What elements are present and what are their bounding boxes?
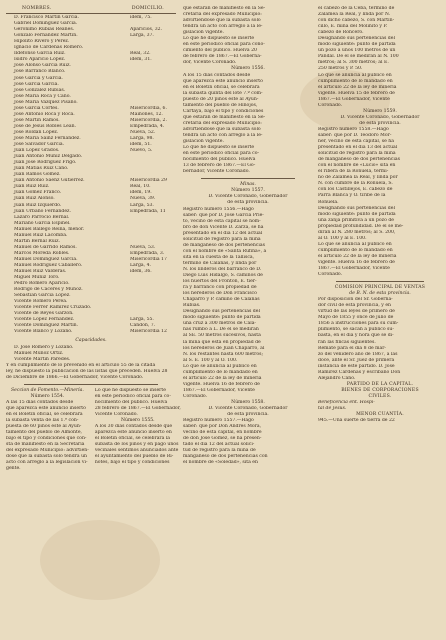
text-line: saber: que por Don Andrés Mora, <box>183 424 262 430</box>
roster-name: Juan Ruiz Izquierdo. <box>14 202 62 208</box>
roster-name: Manuel Dominguez García. <box>14 256 78 262</box>
roster-name: Juan Antonio Muñiz Delgado. <box>14 154 83 160</box>
text-line: no de Zalamea la Real, y linda por <box>318 175 398 181</box>
text-line: que estarán de manifiesto en la Se- <box>183 114 266 120</box>
text-line: al SE. 50 metros sucesivos, hasta <box>183 333 261 339</box>
notice-text <box>95 424 181 466</box>
text-line: cabezo de Roncero. <box>318 30 364 36</box>
text-line: cumplimiento de lo mandado en <box>318 78 393 84</box>
roster-name: Manuel Ruiz Valderas. <box>14 269 67 275</box>
roster-name: Rodrigo de Cáceres y Muñoz. <box>14 287 83 293</box>
text-line: vigente. Huelva 16 de febrero de <box>318 259 395 265</box>
text-line: Diego Luis Hidalgo, S. caminos de <box>183 273 263 279</box>
roster-name: Ildefonso García Ruiz. <box>14 51 66 57</box>
text-line: advirtiéndose que la subasta solo <box>183 18 261 24</box>
notice-number: Número 1554. <box>30 393 65 399</box>
text-line: Ronuela. <box>318 199 339 205</box>
text-line: término de Calañas, y linda por <box>183 260 257 266</box>
text-line: con el nombre de «Santa Rufina», a <box>183 248 267 254</box>
text-line: Pandal. De él se medirán al N. 100 <box>318 54 399 60</box>
roster-domicile: Larga, 55. <box>130 317 154 323</box>
text-line: que aparezca este anuncio inserto <box>183 78 263 84</box>
notice-number: Número 1555. <box>121 418 155 424</box>
text-line: una zanja primitiva á un pozo de <box>318 217 394 223</box>
roster-domicile: Larga, 53. <box>130 202 154 208</box>
roster-name: Pedro Romero Aparicio. <box>14 281 70 287</box>
bienes-title: BIENES DE CORPORACIONES <box>341 387 419 393</box>
divider <box>201 178 295 179</box>
roster-domicile: Real, 10. <box>130 184 151 190</box>
text-line: Vicente Martín Paredes. <box>14 356 71 362</box>
text-line: to, vecino de esta capital se nom- <box>183 218 261 224</box>
text-line: dor, Vicente Coronado. <box>183 60 237 66</box>
text-line: zo del venidero año de 1867, a las <box>318 351 398 357</box>
roster-header <box>6 6 176 14</box>
menor-title: MENOR CUANTÍA. <box>356 412 404 418</box>
text-line: 13 de febrero de 1867.—El Go- <box>183 163 256 169</box>
text-line: Registro número 1556.—Hago <box>183 206 254 212</box>
roster-name: Juan Antonio Sáenz Gutierrez. <box>14 178 85 184</box>
roster-domicile: ídem, 36. <box>130 269 152 275</box>
text-line: Manuel Muñoz Ortiz. <box>14 350 64 356</box>
text-line: tud de registro para la mina de <box>183 448 256 454</box>
roster-name: Manuel Ballego Reina, menor. <box>14 226 85 232</box>
roster-name: D. Francisco Martín García. <box>14 15 79 21</box>
text-line: puesta de 60 pinos este al Ayun- <box>6 424 82 430</box>
text-line: de esta provincia. <box>227 412 269 418</box>
roster-domicile: Empedrada, 4. <box>130 123 165 129</box>
text-line: en el Boletin oficial, se celebrará <box>183 84 260 90</box>
text-line: puesto de 20 pinos este al Ayun- <box>183 96 259 102</box>
roster-domicile: Aparicios, 32. <box>130 27 163 33</box>
roster-name: Manuel de Garrido Ramos. <box>14 244 77 250</box>
roster-name: Juan José Rodríguez Frigo. <box>14 160 77 166</box>
text-line: cumplimiento de lo mandado en <box>318 247 393 253</box>
roster-name: José Martín Ramos. <box>14 117 60 123</box>
text-line: Lo que he dispuesto se inserte <box>183 36 255 42</box>
roster-row <box>6 329 176 335</box>
text-line: tado el día 12 del actual solici- <box>183 442 255 448</box>
roster-domicile: Nueva, 52. <box>130 129 156 135</box>
roster-name: Vicente Ferrer Ramirez Cruzado. <box>14 305 92 311</box>
text-line: D. Vicente Coronado, Gobernador <box>340 114 420 120</box>
names-header: NOMBRES. <box>22 6 52 11</box>
text-line: Zalamea la Real, y linda por N. <box>318 12 391 18</box>
roster-name: José Barranco Blanco. <box>14 69 66 75</box>
roster-name: Ignacio de Cárdenas Romero. <box>14 45 84 51</box>
roster-name: José María Vazquez Pisano. <box>14 99 78 105</box>
text-line: al O. 100 y al E. 100. <box>318 235 367 241</box>
roster-domicile: Misericordia 12 <box>130 329 167 335</box>
roster-name: Vicente de Reyes Garzon. <box>14 311 74 317</box>
text-line: tendrá un acto con arreglo á la le- <box>183 132 263 138</box>
text-line: Y en cumplimiento de lo prevenido en el artículo 55 de la citada <box>6 362 156 368</box>
text-line: de don José Gómez, se ha presen- <box>183 436 262 442</box>
text-line: Designando sus pertenencias del <box>318 36 395 42</box>
roster-name: José Alonso García Ruiz. <box>14 63 71 69</box>
roster-name: José García y García. <box>14 75 63 81</box>
text-line: saber: que por D. Teodoro Mor- <box>318 132 392 138</box>
text-line: modo siguiente: punto de partida <box>318 211 396 217</box>
text-line: ñas rumbo á L. De él se medirán <box>183 327 259 333</box>
text-line: de manganeso de dos pertenencias <box>183 242 265 248</box>
text-line: presentado en el día 13 del actual <box>318 145 398 151</box>
text-line: dirán al N. 280 metros; al S. 200, <box>318 229 396 235</box>
text-line: Designando sus pertenencias del <box>183 309 260 315</box>
notice-text <box>318 127 442 278</box>
notice-number: Número 1556. <box>231 66 265 72</box>
text-line: Remate para el día 8 de mar- <box>318 345 386 351</box>
text-line: vecino de esta capital, en nombre <box>183 430 262 436</box>
roster-name: Juan Gómez Franco. <box>14 190 62 196</box>
text-line: Mayo de 1855 y once de julio de <box>318 315 394 321</box>
text-line: N. con cumbre de la Ronuela, S. <box>318 181 393 187</box>
text-line: Coronado. <box>183 393 208 399</box>
mining-column <box>183 6 313 467</box>
text-line: la subasta venta de las 1.ª con- <box>6 418 79 424</box>
roster-name: José María Sáinz Fernandez. <box>14 135 81 141</box>
text-line: en este periódico oficial para co- <box>183 151 260 157</box>
notice-text <box>183 418 313 466</box>
text-line: Parra Blanca y O. tiribe de la <box>318 193 386 199</box>
text-line: propiedad profundidad. De él se me- <box>318 223 404 229</box>
roster-domicile: Larga, 98. <box>130 135 154 141</box>
text-line: de febrero de 1867.—El Goberna- <box>183 54 262 60</box>
text-line: metros; al S. 300 metros; al E. <box>318 60 389 66</box>
roster-name: Gerónimo Rubias Reanes. <box>14 27 75 33</box>
text-line: sita en la cuesta de la Tallisca, <box>183 254 255 260</box>
text-line: vecinales sentimos anunciados ante <box>94 448 179 454</box>
notice-number: Número 1559. <box>363 108 397 114</box>
text-line: del expresado Municipio: advirtién- <box>6 448 89 454</box>
notice-1555 <box>95 388 181 473</box>
text-line: un pozo á unos 100 metros de un <box>318 48 396 54</box>
text-line: Registro número 1558.—Hago <box>318 126 389 132</box>
roster-name: José García García. <box>14 81 59 87</box>
text-line: ner, vecino de esta capital, se ha <box>318 139 394 145</box>
roster-name: José de Jesus Robles Lean. <box>14 123 77 129</box>
divider <box>24 384 158 385</box>
text-line: D. Vicente Coronado, Gobernador <box>208 406 288 412</box>
capacidades-title: Capacidades. <box>75 337 107 343</box>
text-line: dose que la subasta solo tendrá un <box>6 454 87 460</box>
roster-name: Juan Urbano Fernandez. <box>14 208 71 214</box>
text-line: Por disposicion del Sr. Goberna- <box>318 297 393 303</box>
sales-column <box>318 6 442 424</box>
roster-name: Vicente Dominguez Martín. <box>14 323 79 329</box>
roster-name: Juan Matías Ruiz Cano. <box>14 166 69 172</box>
notice-text <box>318 418 442 424</box>
text-line: de esta provincia. <box>227 200 269 206</box>
text-line: tamiento del pueblo de Almonte, <box>6 430 83 436</box>
text-line: Ramírez Cárdenas y escribano Don <box>318 369 401 375</box>
roster-domicile: Nueva, 53. <box>130 244 156 250</box>
text-line: A los 30 dias contados desde que <box>94 424 173 430</box>
text-line: N. los restantes hasta 600 metros; <box>183 351 264 357</box>
text-line: bró de don Vicente D. Zarza, se ha <box>183 224 264 230</box>
text-line: el ayuntamiento del pueblo de Ri- <box>94 454 174 460</box>
text-line: vigente. Huelva 16 de febrero de <box>183 381 260 387</box>
notice-text <box>183 73 313 176</box>
notice-text <box>318 6 442 109</box>
fomento-title: Seccion de Fomento.—Minería. <box>11 387 84 393</box>
text-line: con los Castillejos, E. cabezo de <box>318 187 393 193</box>
notice-text <box>95 388 181 418</box>
text-line: manganeso de dos pertenencias con <box>183 454 268 460</box>
text-line: 1867.—El Gobernador, Vicente <box>183 387 255 393</box>
party-title: PARTIDO DE LA CAPITAL. <box>346 381 414 387</box>
text-line: cumplimiento de lo mandado en <box>183 369 258 375</box>
text-line: ra y barranco con propiedad de <box>183 285 257 291</box>
roster-name: Manuel Ruiz Lacomba. <box>14 232 68 238</box>
text-line: que estarán de manifiesto en la Se- <box>183 6 266 11</box>
roster-name: Gonzalo Fernandez Martín. <box>14 33 78 39</box>
text-line: 1867.—El Gobernador, Vicente <box>318 266 390 272</box>
text-line: 1856 á instrucciones para su cum- <box>318 321 399 327</box>
text-line: Chaparro y P. camino de Calañas <box>183 297 260 303</box>
notice-text <box>183 207 313 401</box>
roster-domicile: Misericordia, 2. <box>130 117 167 123</box>
roster-name: Vicente Blanco y Lozano. <box>14 329 73 335</box>
roster-name: Juan Ruiz Alonso. <box>14 196 55 202</box>
text-line: tendrá un acto con arreglo á la le- <box>183 24 263 30</box>
roster-name: Juan Ramos Gómez. <box>14 172 61 178</box>
text-line: sta de manifiesto en la Secretaría <box>6 442 85 448</box>
roster-name: José Antonio Roca y Roca. <box>14 111 75 117</box>
roster-name: Lázaro Parrocio Bernal. <box>14 214 70 220</box>
governor-heading <box>318 115 442 127</box>
text-line: N. los linderos del barranco de D. <box>183 266 262 272</box>
roster-name: Marcos Moreda Robles. <box>14 250 70 256</box>
roster-domicile: Misericordia 29 <box>130 178 167 184</box>
roster-name: José María Roca y Cano. <box>14 93 71 99</box>
text-line: con el nombre de «Lucio» sita en <box>318 163 396 169</box>
text-line: tal de Jesús. <box>318 406 347 412</box>
text-line: Beneficencia ent. Hospi- <box>318 400 375 405</box>
commission-title: COMISION PRINCIPAL DE VENTAS <box>334 285 426 291</box>
text-line: 1867.—El Gobernador, Vicente <box>318 96 390 102</box>
text-line: con dicho cabezo, S. con Martin- <box>318 18 395 24</box>
bottom-left-notices <box>6 387 181 473</box>
text-line: el artículo 22 de la ley de minería <box>318 84 397 90</box>
text-line: notes, bajo el tipo y condiciones <box>94 460 170 466</box>
text-line: Lo que he dispuesto se inserte <box>94 387 166 393</box>
roster-name: Mariano García Espinel. <box>14 220 71 226</box>
text-line: ley, he dispuesto la publicacion de las listas que preceden. Huelva 28 <box>6 368 168 374</box>
text-line: A los 15 dias contados desde <box>183 72 251 78</box>
text-line: nocimiento del público. Huelva <box>94 399 168 405</box>
roster-domicile: ídem, 19. <box>130 190 152 196</box>
text-line: basta, en el día y hora que se di- <box>318 333 394 339</box>
notice-text <box>318 400 442 412</box>
text-line: doce, ante el Sr. Juez de primera <box>318 357 395 363</box>
roster-domicile: Nueva, 39. <box>130 196 156 202</box>
roster-name: José García Cortés. <box>14 105 59 111</box>
roster-name: Vicente Romero Perea. <box>14 299 68 305</box>
notice-text <box>183 6 313 66</box>
text-line: tamiento del pueblo de Hinojos, <box>183 102 258 108</box>
roster-column <box>6 6 181 473</box>
roster-name: José González Rubias. <box>14 87 66 93</box>
notice-text <box>6 400 89 473</box>
roster-name: José Salvador García. <box>14 142 65 148</box>
text-line: el Boletin oficial, se celebrará la <box>94 436 171 442</box>
text-line: la mina que está en propiedad de <box>183 339 261 345</box>
text-line: subasta de los pinos y en pago unos <box>94 442 179 448</box>
text-line: D. Vicente Coronado, Gobernador <box>208 194 288 200</box>
roster-domicile: ídem, 51. <box>130 142 152 148</box>
paper-stain <box>40 520 160 600</box>
text-line: Cartaya, bajo el tipo y condiciones <box>183 108 264 114</box>
text-line: gislacion vigente. <box>183 139 224 145</box>
roster-domicile: Misericordia 17 <box>130 256 167 262</box>
text-line: cimiento del público. Huelva 20 <box>183 48 257 54</box>
text-line: cretaría del expresado Municipio: <box>183 12 262 18</box>
text-line: Rubias. <box>183 303 201 309</box>
text-line: cretaría del expresado Municipio: <box>183 120 262 126</box>
text-line: al S. E. 100 y al O. 100. <box>183 357 238 363</box>
text-line: bernador, Vicente Coronado. <box>183 169 250 175</box>
commission-subtitle: de B. N. de esta provincia. <box>349 291 411 297</box>
roster-name: Juan Ruiz Ruiz. <box>14 184 50 190</box>
text-line: 945.—Una suerte de tierra de 22 <box>318 418 395 424</box>
text-line: presentado en el día 12 del actual <box>183 230 263 236</box>
text-line: acto con arreglo á la legislacion vi- <box>6 460 88 466</box>
roster-name: Isidro Aparicio López. <box>14 57 66 63</box>
text-line: nocimiento del público. Huelva <box>183 157 256 163</box>
text-line: el nombre de «Soledad», sita en <box>183 460 258 466</box>
roster-domicile: Candon, 7. <box>130 323 156 329</box>
text-line: de Diciembre de 1866.—El Gobernador, Vicente Coronado. <box>6 374 144 380</box>
text-line: Designando sus pertenencias del <box>318 205 395 211</box>
text-line: rán las fincas siguientes. <box>318 339 376 345</box>
text-line: bajo el tipo y condiciones que con- <box>6 436 87 442</box>
text-line: Lo que se anuncia al público en <box>318 241 392 247</box>
text-line: cillo, E. mina del Molinito y P. <box>318 24 388 30</box>
roster-domicile: Nuevo, 5. <box>130 148 153 154</box>
text-line: el cabezo de la Ceba, término de <box>318 6 395 11</box>
roster-domicile: Empedrada, 3. <box>130 250 165 256</box>
roster-domicile: ídem, 75. <box>130 15 152 21</box>
text-line: Coronado. <box>318 272 343 278</box>
text-line: D. José Romero y Lozano. <box>14 344 74 350</box>
text-line: los herederos de Juan Chaparro, al <box>183 345 265 351</box>
text-line: solicitud de registro para la mina <box>183 236 261 242</box>
roster-domicile: Larga, 37. <box>130 33 154 39</box>
text-line: Registro número 1557.—Hago <box>183 418 254 424</box>
text-line: Lo que he dispuesto se inserte <box>183 145 255 151</box>
text-line: advirtiéndose que la subasta solo <box>183 126 261 132</box>
text-line: el ribera de la Ronuela, térmi- <box>318 169 389 175</box>
text-line: solicitud de registro para la mina <box>318 151 396 157</box>
text-line: saber: que por D. José García Prie- <box>183 212 264 218</box>
text-line: el artículo 22 de la ley de minería <box>318 253 397 259</box>
text-line: Vicente Coronado. <box>94 412 138 418</box>
roster-closing <box>6 363 176 381</box>
governor-heading <box>183 194 313 206</box>
text-line: de esta provincia. <box>359 120 401 126</box>
governor-heading <box>183 406 313 418</box>
text-line: Coronado. <box>318 102 343 108</box>
divider <box>336 281 424 282</box>
text-line: 28 febrero de 1867.—El Gobernador, <box>94 406 181 411</box>
roster-name: Juan López Grados. <box>14 148 60 154</box>
roster-name: Miguel Muñiz Toro. <box>14 275 60 281</box>
text-line: 250 metros y P. 50. <box>318 66 363 72</box>
domicile-header: DOMICILIO. <box>131 6 164 11</box>
roster-rows <box>6 15 176 335</box>
text-line: en este periódico oficial para cono- <box>183 42 265 48</box>
text-line: modo siguiente: punto de partida <box>318 42 396 48</box>
roster-domicile: Real, 32. <box>130 51 151 57</box>
roster-name: Vicente López Fernandez. <box>14 317 75 323</box>
text-line: la subasta quinta del lote 7.º com- <box>183 90 263 96</box>
text-line: virtud de las leyes de primero de <box>318 309 395 315</box>
text-line: gente. <box>6 466 21 472</box>
text-line: gislacion vigente. <box>183 30 224 36</box>
text-line: de manganeso de dos pertenencias <box>318 157 400 163</box>
roster-domicile: ídem, 31. <box>130 57 152 63</box>
notice-number: Número 1558. <box>231 400 265 405</box>
text-line: en este periódico oficial para co- <box>94 393 171 399</box>
text-line: Lo que se anuncia al público en <box>183 363 257 369</box>
text-line: plimiento, se sacan á público su- <box>318 327 394 333</box>
civiles-title: CIVILES. <box>368 393 392 399</box>
roster-name: José Roldan Lopez. <box>14 129 59 135</box>
notice-1554 <box>6 388 89 473</box>
text-line: Alejandro Cano. <box>318 375 356 381</box>
roster-domicile: Larga, 4. <box>130 262 151 268</box>
text-line: que aparezca este anuncio inserto <box>6 406 86 411</box>
capacidades-list <box>6 345 176 363</box>
text-line: el artículo 22 de la ley de minería <box>183 375 262 381</box>
roster-name: Gabriel Domínguez García. <box>14 21 78 27</box>
roster-name: Manuel Rodríguez Caballero. <box>14 262 83 268</box>
roster-name: Hipólito Rivero y Perez. <box>14 39 70 45</box>
text-line: los huertos del Frontón, E. tier- <box>183 279 257 285</box>
notice-number: Número 1557. <box>231 188 265 194</box>
text-line: instancia de este partido. D. José <box>318 363 395 369</box>
text-line: dor civil de esta provincia, y en <box>318 303 391 309</box>
roster-domicile: Mainones, 12. <box>130 111 163 117</box>
text-line: aparezca este anuncio inserto en <box>94 430 172 436</box>
text-line: en el Boletin oficial, se celebrará <box>6 412 83 418</box>
text-line: una cruz á 300 metros de Cala- <box>183 321 256 327</box>
roster-name: Martín Bernal Ruiz. <box>14 238 61 244</box>
roster-domicile: Empedrada, 11 <box>130 208 166 214</box>
text-line: modo siguiente: punto de partida <box>183 315 261 321</box>
text-line: A las 15 dias contados desde <box>6 399 74 405</box>
minas-title: Minas. <box>240 182 256 188</box>
roster-name: Sebastian García Lopez. <box>14 293 71 299</box>
notice-text <box>318 297 442 382</box>
text-line: los herederos de Don Francisco <box>183 291 257 297</box>
text-line: vigente. Huelva 15 de febrero de <box>318 90 395 96</box>
text-line: Lo que se anuncia al público en <box>318 72 392 78</box>
roster-domicile: Misericordia, 6. <box>130 105 167 111</box>
